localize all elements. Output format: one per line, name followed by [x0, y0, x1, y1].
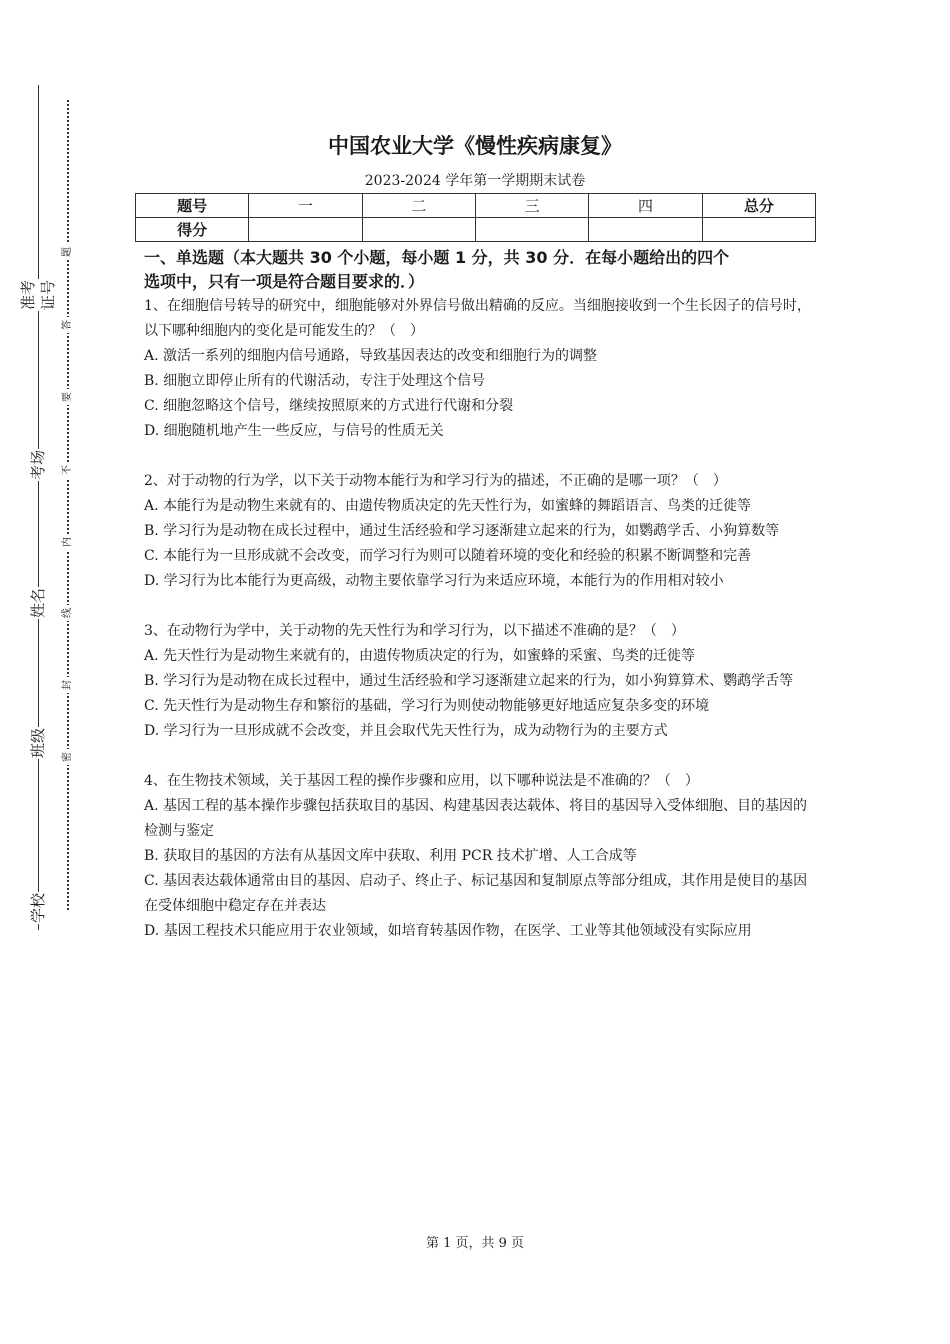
score-cell-blank[interactable] [702, 218, 815, 242]
question-stem: 2、对于动物的行为学，以下关于动物本能行为和学习行为的描述，不正确的是哪一项？（ ） [144, 473, 727, 489]
margin-label-school: 学校 [29, 893, 47, 924]
seal-char: 封 [61, 677, 75, 693]
exam-content [144, 246, 816, 944]
option-b[interactable]: B. 获取目的基因的方法有从基因文库中获取、利用 PCR 技术扩增、人工合成等 [144, 848, 637, 864]
option-c[interactable]: C. 细胞忽略这个信号，继续按照原来的方式进行代谢和分裂 [144, 398, 514, 414]
score-cell-part2: 二 [362, 194, 475, 218]
margin-label-class: 班级 [29, 728, 47, 759]
binding-margin [0, 0, 110, 1344]
margin-label-exam-id: 准考证号 [19, 280, 57, 311]
score-cell-part3: 三 [475, 194, 588, 218]
option-d[interactable]: D. 学习行为一旦形成就不会改变，并且会取代先天性行为，成为动物行为的主要方式 [144, 723, 668, 739]
option-a[interactable]: A. 先天性行为是动物生来就有的，由遗传物质决定的行为，如蜜蜂的采蜜、鸟类的迁徙等 [144, 648, 696, 664]
option-c[interactable]: C. 基因表达载体通常由目的基因、启动子、终止子、标记基因和复制原点等部分组成，其作用是使目的基因在受体细胞中稳定存在并表达 [144, 873, 808, 914]
score-cell-score-label: 得分 [136, 218, 249, 242]
score-cell-question-no: 题号 [136, 194, 249, 218]
margin-label-name: 姓名 [29, 588, 47, 619]
score-cell-total: 总分 [702, 194, 815, 218]
page-number: 第 1 页，共 9 页 [425, 1236, 525, 1251]
question-stem: 3、在动物行为学中，关于动物的先天性行为和学习行为，以下描述不准确的是？（ ） [144, 623, 685, 639]
section-title-line1: 一、单选题（本大题共 30 个小题，每小题 1 分，共 30 分．在每小题给出的四个 [144, 248, 730, 267]
option-b[interactable]: B. 学习行为是动物在成长过程中，通过生活经验和学习逐渐建立起来的行为，如小狗算算术、鹦鹉学舌等 [144, 673, 794, 689]
question-3 [144, 619, 816, 744]
option-d[interactable]: D. 基因工程技术只能应用于农业领域，如培育转基因作物，在医学、工业等其他领域没有实际应用 [144, 923, 752, 939]
option-a[interactable]: A. 本能行为是动物生来就有的、由遗传物质决定的先天性行为，如蜜蜂的舞蹈语言、鸟类的迁徙等 [144, 498, 752, 514]
question-4 [144, 769, 816, 944]
seal-char: 答 [61, 317, 75, 333]
score-cell-blank[interactable] [249, 218, 362, 242]
score-cell-blank[interactable] [589, 218, 702, 242]
seal-char: 线 [61, 605, 75, 621]
option-d[interactable]: D. 学习行为比本能行为更高级，动物主要依靠学习行为来适应环境，本能行为的作用相对较小 [144, 573, 724, 589]
margin-label-exam-room: 考场 [29, 450, 47, 481]
option-a[interactable]: A. 基因工程的基本操作步骤包括获取目的基因、构建基因表达载体、将目的基因导入受体细胞、目的基因的检测与鉴定 [144, 798, 808, 839]
score-table [135, 193, 816, 242]
option-b[interactable]: B. 学习行为是动物在成长过程中，通过生活经验和学习逐渐建立起来的行为，如鹦鹉学舌、小狗算数等 [144, 523, 780, 539]
option-c[interactable]: C. 先天性行为是动物生存和繁衍的基础，学习行为则使动物能够更好地适应复杂多变的环境 [144, 698, 710, 714]
option-d[interactable]: D. 细胞随机地产生一些反应，与信号的性质无关 [144, 423, 444, 439]
section-title [144, 246, 816, 294]
page-subtitle: 2023-2024 学年第一学期期末试卷 [364, 173, 586, 189]
score-cell-part1: 一 [249, 194, 362, 218]
score-cell-part4: 四 [589, 194, 702, 218]
seal-char: 不 [61, 462, 75, 478]
score-table-header-row [136, 194, 816, 218]
seal-char: 题 [61, 244, 75, 260]
option-a[interactable]: A. 激活一系列的细胞内信号通路，导致基因表达的改变和细胞行为的调整 [144, 348, 598, 364]
dotted-seal-line [67, 100, 69, 910]
seal-char: 内 [61, 534, 75, 550]
section-title-line2: 选项中，只有一项是符合题目要求的．） [144, 272, 425, 291]
score-table-score-row [136, 218, 816, 242]
page-title: 中国农业大学《慢性疾病康复》 [328, 134, 622, 158]
score-cell-blank[interactable] [475, 218, 588, 242]
question-2 [144, 469, 816, 594]
question-1 [144, 294, 816, 444]
binding-line [38, 85, 39, 930]
seal-char: 密 [61, 749, 75, 765]
seal-char: 要 [61, 389, 75, 405]
question-stem: 4、在生物技术领域，关于基因工程的操作步骤和应用，以下哪种说法是不准确的？（ ） [144, 773, 699, 789]
option-c[interactable]: C. 本能行为一旦形成就不会改变，而学习行为则可以随着环境的变化和经验的积累不断调整和完善 [144, 548, 752, 564]
question-stem: 1、在细胞信号转导的研究中，细胞能够对外界信号做出精确的反应。当细胞接收到一个生长因子的信号时，以下哪种细胞内的变化是可能发生的？（ ） [144, 298, 811, 339]
score-cell-blank[interactable] [362, 218, 475, 242]
option-b[interactable]: B. 细胞立即停止所有的代谢活动，专注于处理这个信号 [144, 373, 486, 389]
